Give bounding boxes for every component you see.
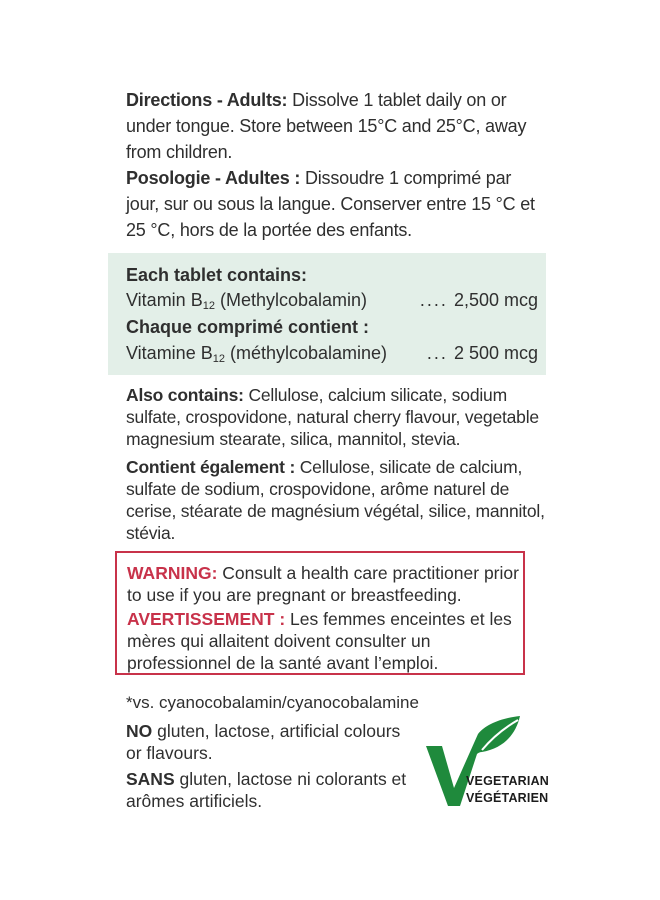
also-en-text: Cellulose, calcium silicate, sodium sulfate, crospovidone, natural cherry flavour, vegetable magnesium stearate, silica, mannitol, stevia. — [126, 385, 539, 449]
footnote: *vs. cyanocobalamin/cyanocobalamine — [126, 693, 419, 712]
directions-en-label: Directions - Adults: — [126, 90, 288, 110]
directions-french — [126, 165, 546, 243]
directions-english — [126, 87, 546, 165]
warning-french — [127, 608, 525, 674]
free-from-en-label: NO — [126, 721, 153, 741]
ingredient-name: Vitamin B — [126, 290, 203, 310]
warning-box — [115, 551, 525, 675]
leader-dots: ... — [426, 343, 448, 363]
contents-fr-amount-wrap — [427, 341, 538, 365]
contents-en-amount-wrap — [420, 288, 538, 312]
contents-fr-heading: Chaque comprimé contient : — [126, 317, 370, 337]
contents-en-amount: 2,500 mcg — [453, 290, 538, 310]
ingredient-name: Vitamine B — [126, 343, 213, 363]
contents-fr-ingredient-row — [126, 341, 538, 365]
directions-en-text: Dissolve 1 tablet daily on or under tongue. Store between 15°C and 25°C, away from children. — [126, 90, 527, 162]
warning-fr-label: AVERTISSEMENT : — [127, 609, 286, 629]
free-from-english — [126, 720, 416, 764]
vegetarian-en-label: VEGETARIAN — [466, 774, 550, 788]
contents-fr-amount: 2 500 mcg — [453, 343, 538, 363]
warning-fr-text: Les femmes enceintes et les mères qui allaitent doivent consulter un professionnel de la santé avant l’emploi. — [127, 609, 512, 673]
free-from-fr-text: gluten, lactose ni colorants et arômes artificiels. — [126, 769, 407, 811]
tablet-contents-box — [108, 253, 546, 375]
warning-en-text: Consult a health care practitioner prior to use if you are pregnant or breastfeeding. — [127, 563, 519, 605]
contents-en-ingredient-row — [126, 288, 538, 312]
also-en-label: Also contains: — [126, 385, 244, 405]
contents-fr-ingredient — [126, 341, 387, 365]
also-fr-label: Contient également : — [126, 457, 296, 477]
also-contains-english — [126, 384, 546, 450]
directions-fr-text: Dissoudre 1 comprimé par jour, sur ou sous la langue. Conserver entre 15 °C et 25 °C, hors de la portée des enfants. — [126, 168, 535, 240]
warning-english — [127, 562, 525, 606]
contents-en-heading-row — [126, 263, 538, 287]
free-from-en-text: gluten, lactose, artificial colours or flavours. — [126, 721, 401, 763]
contents-fr-heading-row — [126, 315, 538, 339]
also-fr-text: Cellulose, silicate de calcium, sulfate de sodium, crospovidone, arôme naturel de cerise, stéarate de magnésium végétal, silice, mannitol, stévia. — [126, 457, 545, 543]
vegetarian-logo — [426, 716, 556, 812]
ingredient-form: (méthylcobalamine) — [224, 343, 388, 363]
ingredient-subscript: 12 — [202, 300, 215, 312]
vegetarian-fr-label: VÉGÉTARIEN — [466, 791, 549, 805]
ingredient-subscript: 12 — [212, 353, 225, 365]
also-contains-french — [126, 456, 546, 544]
contents-en-heading: Each tablet contains: — [126, 265, 308, 285]
free-from-french — [126, 768, 416, 812]
ingredient-form: (Methylcobalamin) — [214, 290, 368, 310]
contents-en-ingredient — [126, 288, 367, 312]
warning-en-label: WARNING: — [127, 563, 218, 583]
directions-fr-label: Posologie - Adultes : — [126, 168, 301, 188]
leader-dots: .... — [419, 290, 448, 310]
free-from-fr-label: SANS — [126, 769, 175, 789]
